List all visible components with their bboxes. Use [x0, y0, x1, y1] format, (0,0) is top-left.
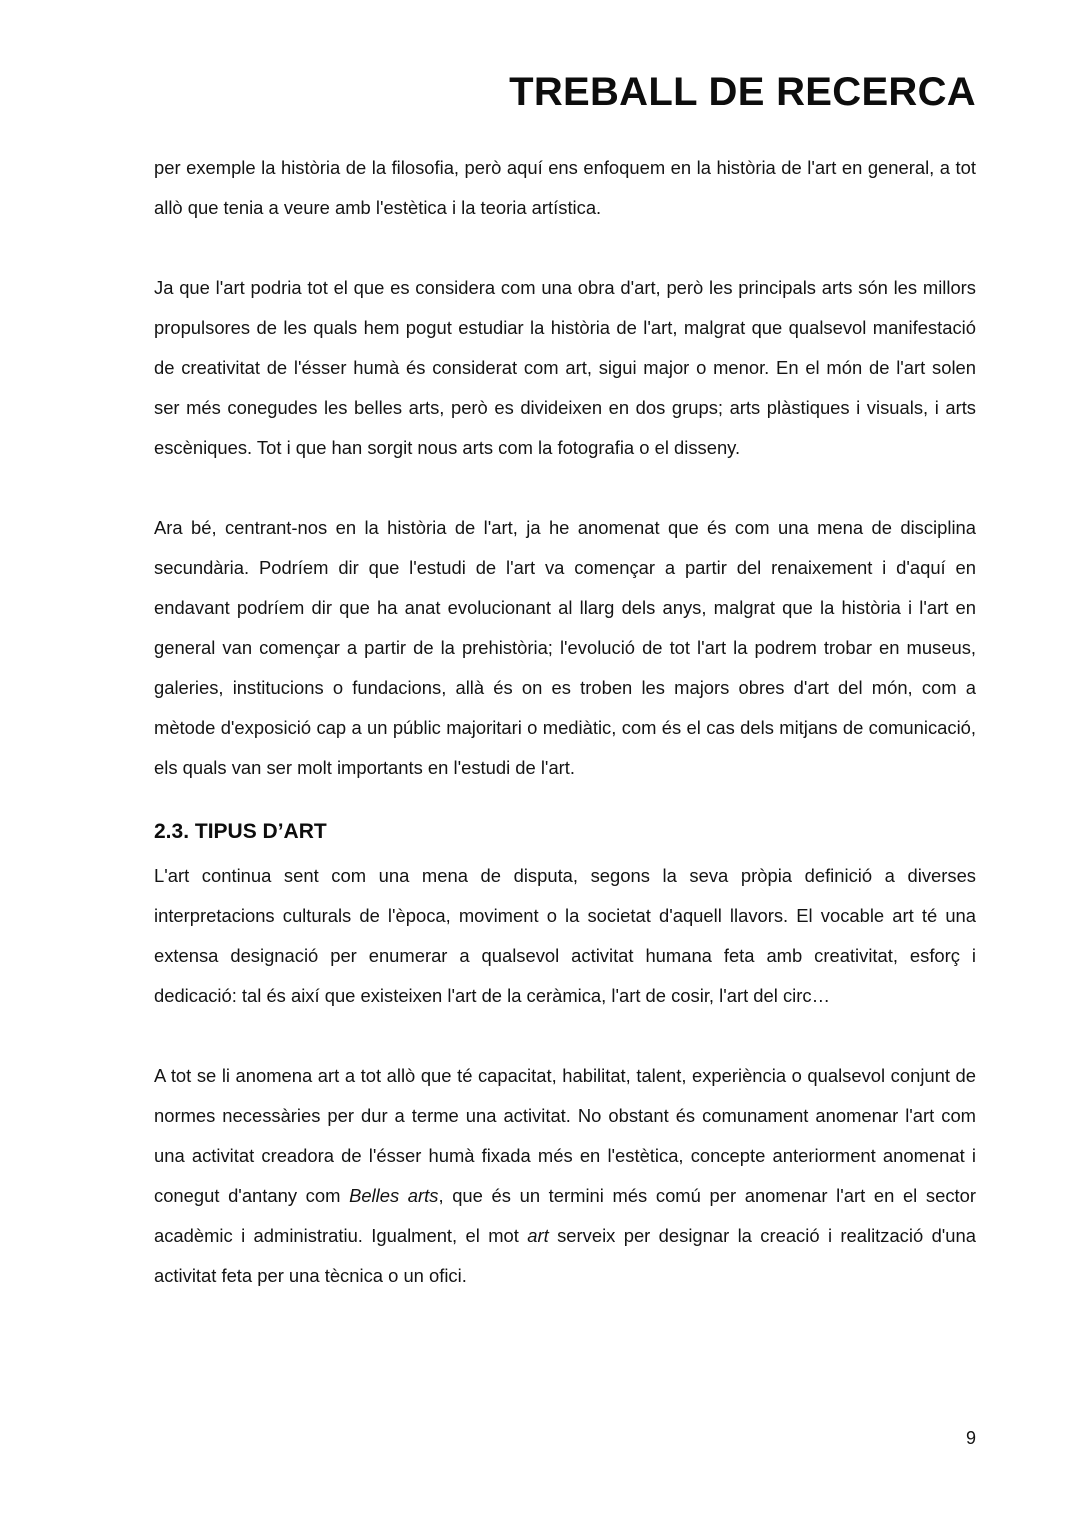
paragraph-1: per exemple la història de la filosofia, però aquí ens enfoquem en la història de l'art en general, a tot allò que tenia a veure amb l'estètica i la teoria artística. — [154, 157, 976, 218]
paragraph-5-text-c: serveix per designar la creació i realització d'una activitat feta per una tècnica o un ofici. — [154, 1225, 976, 1286]
italic-term-art: art — [527, 1225, 549, 1246]
page-body — [154, 148, 976, 1296]
header-title: TREBALL DE RECERCA — [509, 70, 976, 114]
italic-term-belles-arts: Belles arts — [349, 1185, 439, 1206]
paragraph-2: Ja que l'art podria tot el que es considera com una obra d'art, però les principals arts són les millors propulsores de les quals hem pogut estudiar la història de l'art, malgrat que qualsevol manifestació de creativitat de l'ésser humà és considerat com art, sigui major o menor. En el món de l'art solen ser més conegudes les belles arts, però es divideixen en dos grups; arts plàstiques i visuals, i arts escèniques. Tot i que han sorgit nous arts com la fotografia o el disseny. — [154, 277, 976, 458]
paragraph-5-text-b: , que és un termini més comú per anomenar l'art en el sector acadèmic i administratiu. Igualment, el mot — [154, 1185, 976, 1246]
paragraph-spacer — [154, 468, 976, 508]
page-number: 9 — [965, 1428, 976, 1448]
paragraph-spacer — [154, 1016, 976, 1056]
paragraph-3: Ara bé, centrant-nos en la història de l'art, ja he anomenat que és com una mena de disciplina secundària. Podríem dir que l'estudi de l'art va començar a partir del renaixement i d'aquí en endavant podríem dir que ha anat evolucionant al llarg dels anys, malgrat que la història i l'art en general van començar a partir de la prehistòria; l'evolució de tot l'art la podrem trobar en museus, galeries, institucions o fundacions, allà és on es troben les majors obres d'art del món, com a mètode d'exposició cap a un públic majoritari o mediàtic, com és el cas dels mitjans de comunicació, els quals van ser molt importants en l'estudi de l'art. — [154, 517, 976, 778]
paragraph-4: L'art continua sent com una mena de disputa, segons la seva pròpia definició a diverses interpretacions culturals de l'època, moviment o la societat d'aquell llavors. El vocable art té una extensa designació per enumerar a qualsevol activitat humana feta amb creativitat, esforç i dedicació: tal és així que existeixen l'art de la ceràmica, l'art de cosir, l'art del circ… — [154, 865, 976, 1006]
paragraph-5-text-a: A tot se li anomena art a tot allò que té capacitat, habilitat, talent, experiència o qualsevol conjunt de normes necessàries per dur a terme una activitat. No obstant és comunament anomenar l'art com una activitat creadora de l'ésser humà fixada més en l'estètica, concepte anteriorment anomenat i conegut d'antany com — [154, 1065, 976, 1206]
paragraph-spacer — [154, 228, 976, 268]
section-heading: 2.3. TIPUS D’ART — [154, 820, 327, 843]
paragraph-5 — [154, 1056, 976, 1296]
